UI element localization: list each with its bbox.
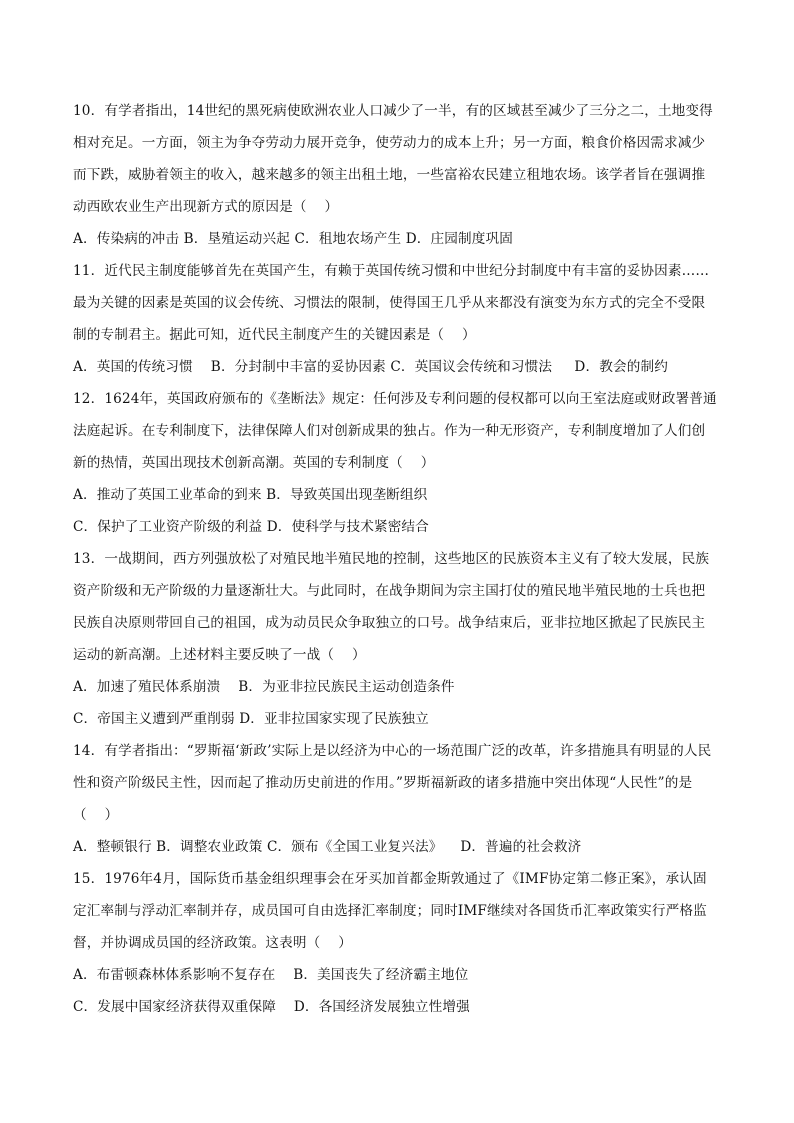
question-stem-line: 新的热情，英国出现技术创新高潮。英国的专利制度（ ）	[73, 455, 435, 471]
options-line: A．推动了英国工业革命的到来 B．导致英国出现垄断组织	[73, 487, 428, 503]
question-stem-line: 相对充足。一方面，领主为争夺劳动力展开竞争，使劳动力的成本上升；另一方面，粮食价格因需求减少	[73, 135, 706, 151]
question-14	[73, 735, 723, 863]
options-line: A．布雷顿森林体系影响不复存在 B．美国丧失了经济霸主地位	[73, 967, 469, 983]
question-stem-line: 运动的新高潮。上述材料主要反映了一战（ ）	[73, 647, 366, 663]
question-15	[73, 863, 723, 1023]
question-stem-line: （ ）	[73, 807, 119, 823]
question-stem-line: 12．1624年，英国政府颁布的《垄断法》规定：任何涉及专利问题的侵权都可以向王室法庭或财政署普通	[73, 391, 717, 407]
options-line: C．帝国主义遭到严重削弱 D．亚非拉国家实现了民族独立	[73, 711, 429, 727]
question-13	[73, 543, 723, 735]
question-stem-line: 15．1976年4月，国际货币基金组织理事会在牙买加首都金斯敦通过了《IMF协定第二修正案》，承认固	[73, 871, 707, 887]
question-stem-line: 11．近代民主制度能够首先在英国产生，有赖于英国传统习惯和中世纪分封制度中有丰富的妥协因素……	[73, 263, 710, 279]
options-line: C．发展中国家经济获得双重保障 D．各国经济发展独立性增强	[73, 999, 470, 1015]
question-stem-line: 资产阶级和无产阶级的力量逐渐壮大。与此同时，在战争期间为宗主国打仗的殖民地半殖民地的士兵也把	[73, 583, 706, 599]
question-stem-line: 督，并协调成员国的经济政策。这表明（ ）	[73, 935, 353, 951]
question-stem-line: 制的专制君主。据此可知，近代民主制度产生的关键因素是（ ）	[73, 327, 476, 343]
question-list	[73, 95, 723, 1023]
options-line: A．整顿银行 B．调整农业政策 C．颁布《全国工业复兴法》 D．普遍的社会救济	[73, 839, 582, 855]
question-10	[73, 95, 723, 255]
question-stem-line: 14．有学者指出：“罗斯福‘新政’实际上是以经济为中心的一场范围广泛的改革，许多措施具有明显的人民	[73, 743, 712, 759]
options-line: A．英国的传统习惯 B．分封制中丰富的妥协因素 C．英国议会传统和习惯法 D．教会的制约	[73, 359, 668, 375]
question-11	[73, 255, 723, 383]
options-line: A．加速了殖民体系崩溃 B．为亚非拉民族民主运动创造条件	[73, 679, 455, 695]
question-stem-line: 10．有学者指出，14世纪的黑死病使欧洲农业人口减少了一半，有的区域甚至减少了三分之二，土地变得	[73, 103, 713, 119]
question-stem-line: 动西欧农业生产出现新方式的原因是（ ）	[73, 199, 339, 215]
question-stem-line: 最为关键的因素是英国的议会传统、习惯法的限制，使得国王几乎从来都没有演变为东方式的完全不受限	[73, 295, 706, 311]
question-stem-line: 定汇率制与浮动汇率制并存，成员国可自由选择汇率制度；同时IMF继续对各国货币汇率政策实行严格监	[73, 903, 707, 919]
question-stem-line: 民族自决原则带回自己的祖国，成为动员民众争取独立的口号。战争结束后，亚非拉地区掀起了民族民主	[73, 615, 706, 631]
question-12	[73, 383, 723, 543]
question-stem-line: 法庭起诉。在专利制度下，法律保障人们对创新成果的独占。作为一种无形资产，专利制度增加了人们创	[73, 423, 706, 439]
options-line: C．保护了工业资产阶级的利益 D．使科学与技术紧密结合	[73, 519, 429, 535]
question-stem-line: 而下跌，威胁着领主的收入，越来越多的领主出租土地，一些富裕农民建立租地农场。该学者旨在强调推	[73, 167, 706, 183]
question-stem-line: 13．一战期间，西方列强放松了对殖民地半殖民地的控制，这些地区的民族资本主义有了较大发展，民族	[73, 551, 710, 567]
options-line: A．传染病的冲击 B．垦殖运动兴起 C．租地农场产生 D．庄园制度巩固	[73, 231, 513, 247]
question-stem-line: 性和资产阶级民主性，因而起了推动历史前进的作用。”罗斯福新政的诸多措施中突出体现“人民性”的是	[73, 775, 693, 791]
